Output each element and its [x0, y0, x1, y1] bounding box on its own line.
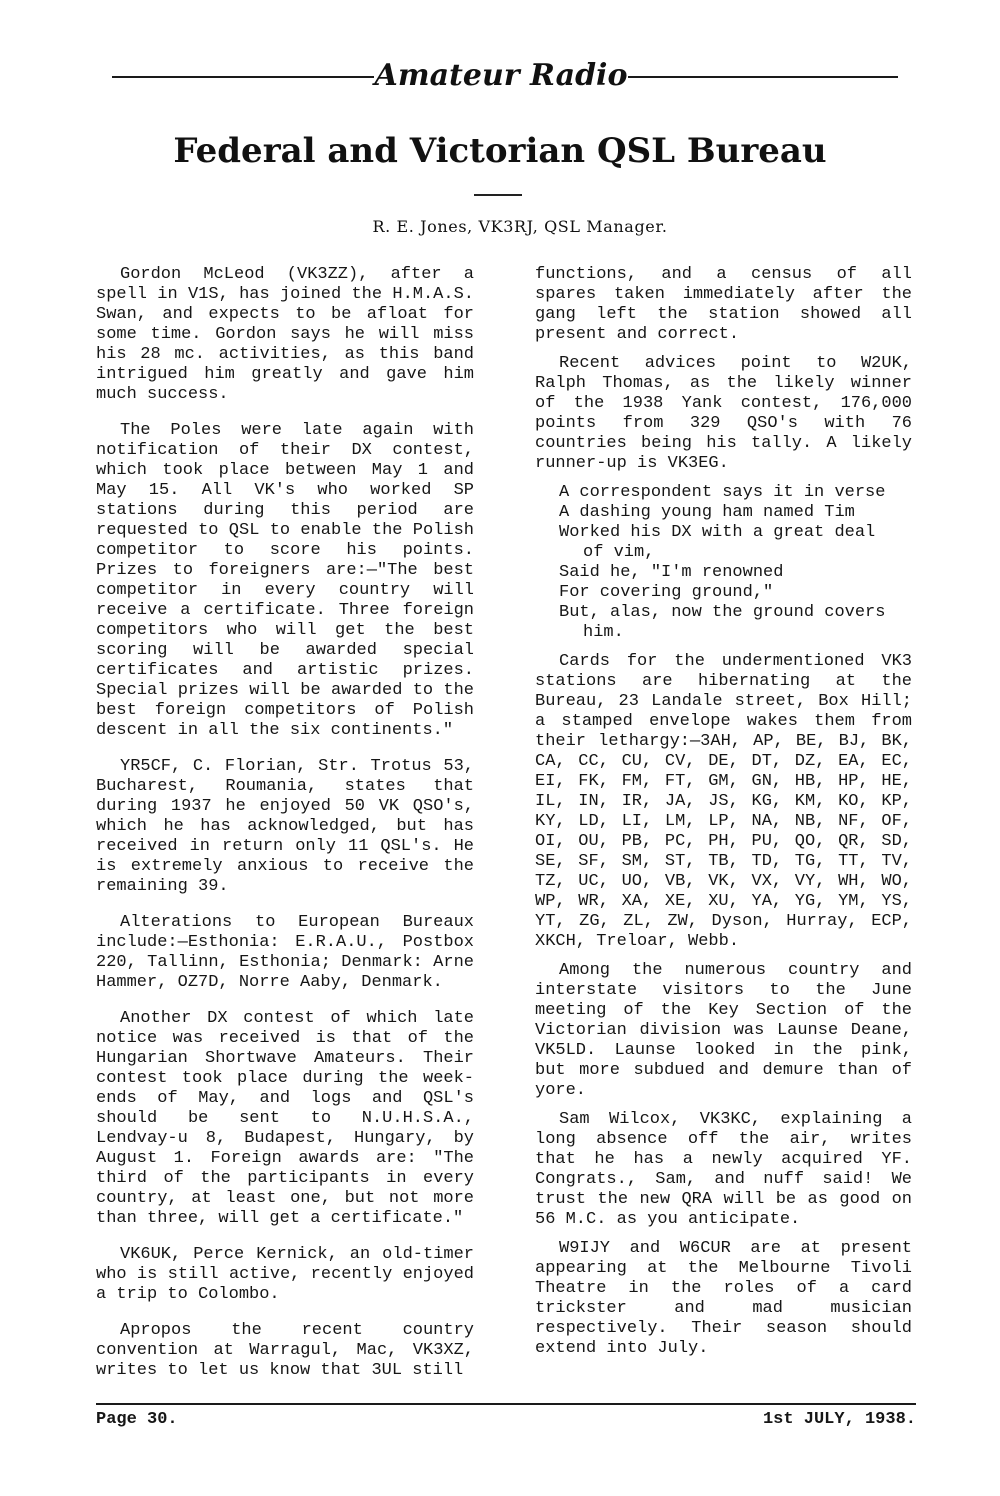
verse-line: A dashing young ham named Tim	[559, 503, 855, 522]
paragraph-yank-contest: Recent advices point to W2UK, Ralph Thomas, as the likely winner of the 1938 Yank contest, 176,000 points from 329 QSO's with 76 countries being his tally. A likely runner-up is VK3EG.	[535, 354, 912, 473]
verse-line: Worked his DX with a great deal	[559, 523, 876, 542]
paragraph-polish-contest: The Poles were late again with notification of their DX contest, which took place between May 1 and May 15. All VK's who worked SP stations during this period are requested to QSL to enable the Polish competitor to score his points. Prizes to foreigners are:—"The best competitor in every country will receive a certificate. Three foreign competitors who will get the best scoring will be awarded special certificates and artistic prizes. Special prizes will be awarded to the best foreign competitors of Polish descent in all the six continents."	[96, 421, 474, 740]
paragraph-european-bureaux: Alterations to European Bureaux include:—Esthonia: E.R.A.U., Postbox 220, Tallinn, Esthonia; Denmark: Arne Hammer, OZ7D, Norre Aaby, Denmark.	[96, 913, 474, 992]
verse-line: him.	[583, 623, 624, 642]
verse-intro: A correspondent says it in verse	[559, 483, 886, 502]
paragraph-hungarian-contest: Another DX contest of which late notice was received is that of the Hungarian Shortwave Amateurs. Their contest took place during the week-ends of May, and logs and QSL's should be sent to N.U.H.S.A., Lendvay-u 8, Budapest, Hungary, by August 1. Foreign awards are: "The third of the participants in every country, at least one, but not more than three, will get a certificate."	[96, 1009, 474, 1228]
verse-line: For covering ground,"	[559, 583, 774, 602]
right-column	[535, 265, 912, 1368]
magazine-logo: Amateur Radio	[374, 58, 628, 93]
article-title: Federal and Victorian QSL Bureau	[173, 131, 827, 171]
paragraph-yr5cf: YR5CF, C. Florian, Str. Trotus 53, Bucharest, Roumania, states that during 1937 he enjoyed 50 VK QSO's, which he has acknowledged, but has received in return only 11 QSL's. He is extremely anxious to receive the remaining 39.	[96, 757, 474, 896]
verse-line: Said he, "I'm renowned	[559, 563, 784, 582]
left-column	[96, 265, 474, 1397]
verse	[559, 483, 912, 643]
paragraph-theatre: W9IJY and W6CUR are at present appearing at the Melbourne Tivoli Theatre in the roles of a card trickster and mad musician respectively. Their season should extend into July.	[535, 1239, 912, 1358]
issue-date: 1st JULY, 1938.	[762, 1410, 916, 1429]
masthead-rule-right	[628, 76, 898, 78]
paragraph-mcleod: Gordon McLeod (VK3ZZ), after a spell in V1S, has joined the H.M.A.S. Swan, and expects to be afloat for some time. Gordon says he will miss his 28 mc. activities, as this band intrigued him greatly and gave him much success.	[96, 265, 474, 404]
paragraph-visitors: Among the numerous country and interstate visitors to the June meeting of the Key Section of the Victorian division was Launse Deane, VK5LD. Launse looked in the pink, but more subdued and demure than of yore.	[535, 961, 912, 1100]
paragraph-wilcox: Sam Wilcox, VK3KC, explaining a long absence off the air, writes that he has a newly acquired YF. Congrats., Sam, and nuff said! We trust the new QRA will be as good on 56 M.C. as you anticipate.	[535, 1110, 912, 1229]
verse-line: But, alas, now the ground covers	[559, 603, 886, 622]
page-number: Page 30.	[96, 1410, 178, 1429]
paragraph-vk6uk: VK6UK, Perce Kernick, an old-timer who is still active, recently enjoyed a trip to Colombo.	[96, 1245, 474, 1304]
verse-line: of vim,	[583, 543, 655, 562]
paragraph-warragul: Apropos the recent country convention at Warragul, Mac, VK3XZ, writes to let us know that 3UL still	[96, 1321, 474, 1380]
footer-rule	[96, 1403, 916, 1405]
masthead	[112, 56, 898, 96]
title-divider	[474, 194, 522, 196]
masthead-rule-left	[112, 76, 374, 78]
article-byline: R. E. Jones, VK3RJ, QSL Manager.	[372, 217, 668, 236]
paragraph-continuation: functions, and a census of all spares taken immediately after the gang left the station showed all present and correct.	[535, 265, 912, 344]
paragraph-cards: Cards for the undermentioned VK3 stations are hibernating at the Bureau, 23 Landale street, Box Hill; a stamped envelope wakes them from their lethargy:—3AH, AP, BE, BJ, BK, CA, CC, CU, CV, DE, DT, DZ, EA, EC, EI, FK, FM, FT, GM, GN, HB, HP, HE, IL, IN, IR, JA, JS, KG, KM, KO, KP, KY, LD, LI, LM, LP, NA, NB, NF, OF, OI, OU, PB, PC, PH, PU, QO, QR, SD, SE, SF, SM, ST, TB, TD, TG, TT, TV, TZ, UC, UO, VB, VK, VX, VY, WH, WO, WP, WR, XA, XE, XU, YA, YG, YM, YS, YT, ZG, ZL, ZW, Dyson, Hurray, ECP, XKCH, Treloar, Webb.	[535, 652, 912, 951]
